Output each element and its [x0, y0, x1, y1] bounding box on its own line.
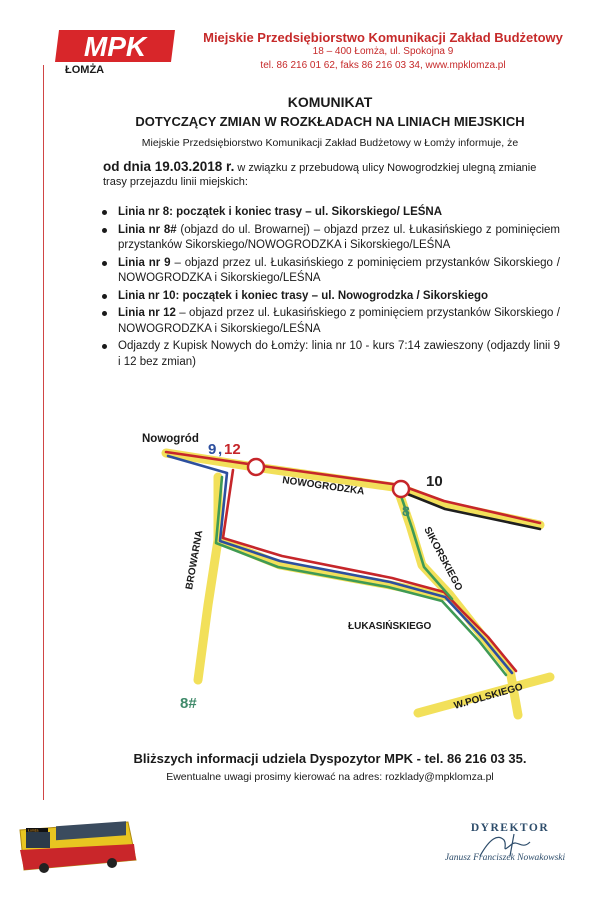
- date-paragraph: [103, 160, 563, 189]
- notice-subheading: DOTYCZĄCY ZMIAN W ROZKŁADACH NA LINIACH MIEJSKICH: [135, 114, 525, 129]
- label-line-8-hash: 8#: [180, 695, 197, 712]
- company-name: Miejskie Przedsiębiorstwo Komunikacji Zakład Budżetowy: [203, 30, 563, 45]
- item-bold: Linia nr 12: [118, 307, 176, 319]
- item-text: Odjazdy z Kupisk Nowych do Łomży: linia nr 10 - kurs 7:14 zawieszony (odjazdy linii 9 i 12 bez zmian): [118, 340, 560, 368]
- date-description: w związku z przebudową ulicy Nowogrodzkiej ulegną zmianie trasy przejazdu linii miejskich:: [103, 162, 537, 188]
- director-title: DYREKTOR: [470, 822, 550, 834]
- label-line-10: 10: [426, 473, 443, 490]
- item-text: – objazd przez ul. Łukasińskiego z pominięciem przystanków Sikorskiego / NOWOGRODZKA i Sikorskiego/LEŚNA: [118, 307, 560, 335]
- street-browarna: [198, 477, 218, 680]
- bus-front-window: [26, 832, 50, 848]
- list-item: [100, 256, 560, 287]
- company-contact: tel. 86 216 01 62, faks 86 216 03 34, www.mpklomza.pl: [260, 60, 506, 71]
- list-item: [100, 205, 560, 221]
- label-line-9: 9: [208, 441, 217, 458]
- label-browarna: BROWARNA: [184, 529, 206, 591]
- item-bold: Linia nr 10: początek i koniec trasy – ul. Nowogrodzka / Sikorskiego: [118, 289, 489, 302]
- director-name: Janusz Franciszek Nowakowski: [444, 853, 566, 863]
- changes-list: [100, 205, 560, 372]
- item-bold: Linia nr 8#: [118, 223, 177, 236]
- bus-wheel-front: [39, 863, 49, 873]
- list-item: [100, 223, 560, 254]
- label-lukasinskiego: ŁUKASIŃSKIEGO: [348, 621, 432, 632]
- remarks-email: Ewentualne uwagi prosimy kierować na adres: rozklady@mpklomza.pl: [166, 771, 494, 783]
- label-sikorskiego: SIKORSKIEGO: [421, 525, 465, 593]
- mpk-logo: [55, 26, 180, 74]
- street-sikorskiego: [398, 490, 518, 715]
- label-line-12: 12: [224, 441, 241, 458]
- label-comma: ,: [218, 441, 223, 458]
- company-address: 18 – 400 Łomża, ul. Spokojna 9: [312, 46, 454, 57]
- label-wpolskiego: W.POLSKIEGO: [452, 681, 525, 712]
- effective-date: od dnia 19.03.2018 r.: [103, 159, 235, 174]
- bus-illustration: [16, 820, 138, 876]
- item-text: (objazd do ul. Browarnej) – objazd przez ul. Łukasińskiego z pominięciem przystanków Sikorskiego/NOWOGRODZKA i Sikorskiego/LEŚNA: [118, 223, 560, 251]
- bus-wheel-rear: [107, 858, 117, 868]
- stop-marker-sikorskiego: [393, 481, 409, 497]
- margin-line: [43, 65, 44, 800]
- list-item: [100, 289, 560, 305]
- list-item: [100, 306, 560, 337]
- label-nowogrodzka: NOWOGRODZKA: [281, 475, 366, 498]
- item-bold: Linia nr 8: początek i koniec trasy – ul. Sikorskiego/ LEŚNA: [118, 206, 443, 218]
- label-nowogrod: Nowogród: [142, 433, 199, 445]
- logo-text: MPK: [83, 31, 147, 62]
- dispatcher-info: Bliższych informacji udziela Dyspozytor MPK - tel. 86 216 03 35.: [133, 751, 527, 766]
- item-text: – objazd przez ul. Łukasińskiego z pominięciem przystanków Sikorskiego / NOWOGRODZKA i Sikorskiego/LEŚNA: [118, 256, 560, 284]
- item-bold: Linia nr 9: [118, 256, 171, 269]
- logo-city: ŁOMŻA: [65, 64, 105, 74]
- label-line-8: 8: [402, 503, 410, 519]
- route-map: [100, 425, 580, 730]
- list-item: [100, 339, 560, 370]
- bus-destination-text: Łomża: [28, 828, 39, 833]
- notice-heading: KOMUNIKAT: [287, 94, 373, 110]
- notice-intro: Miejskie Przedsiębiorstwo Komunikacji Zakład Budżetowy w Łomży informuje, że: [141, 137, 519, 149]
- stop-marker-nowogrodzka: [248, 459, 264, 475]
